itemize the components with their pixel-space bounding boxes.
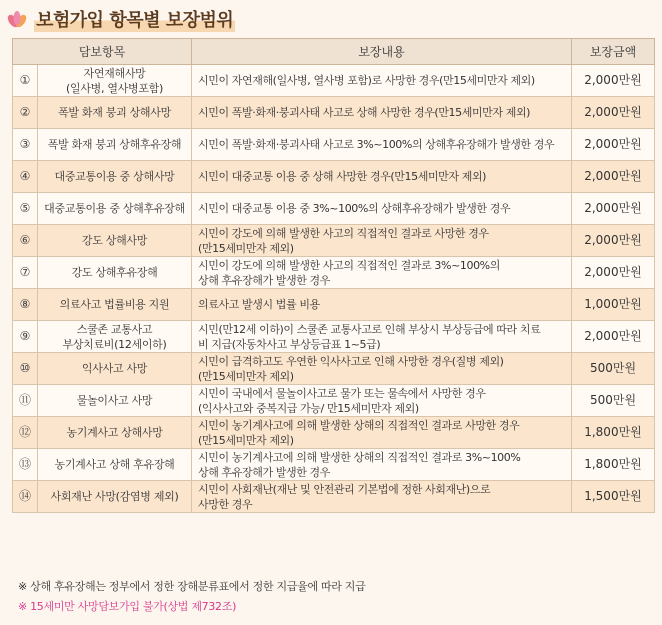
header-content: 보장내용 — [192, 39, 572, 65]
row-number: ④ — [13, 161, 38, 193]
row-number: ⑥ — [13, 225, 38, 257]
note-age-limit: ※ 15세미만 사망담보가입 불가(상법 제732조) — [18, 600, 237, 613]
coverage-content: 시민이 국내에서 물놀이사고로 물가 또는 물속에서 사망한 경우 (익사사고와 중복지급 가능/ 만15세미만자 제외) — [192, 385, 572, 417]
coverage-amount: 2,000만원 — [572, 97, 655, 129]
coverage-item: 스쿨존 교통사고 부상치료비(12세이하) — [38, 321, 192, 353]
table-header-row — [13, 39, 655, 65]
coverage-content: 시민이 사회재난(재난 및 안전관리 기본법에 정한 사회재난)으로 사망한 경우 — [192, 481, 572, 513]
coverage-item: 폭발 화재 붕괴 상해사망 — [38, 97, 192, 129]
page-title: 보험가입 항목별 보장범위 — [34, 6, 235, 32]
table-row — [13, 129, 655, 161]
coverage-amount: 500만원 — [572, 385, 655, 417]
table-row — [13, 417, 655, 449]
coverage-amount: 2,000만원 — [572, 193, 655, 225]
table-row — [13, 289, 655, 321]
coverage-content: 시민이 대중교통 이용 중 상해 사망한 경우(만15세미만자 제외) — [192, 161, 572, 193]
table-row — [13, 193, 655, 225]
coverage-amount: 2,000만원 — [572, 65, 655, 97]
coverage-content: 시민이 폭발·화재·붕괴사태 사고로 상해 사망한 경우(만15세미만자 제외) — [192, 97, 572, 129]
table-row — [13, 481, 655, 513]
coverage-item: 의료사고 법률비용 지원 — [38, 289, 192, 321]
table-row — [13, 449, 655, 481]
coverage-item: 물놀이사고 사망 — [38, 385, 192, 417]
coverage-amount: 500만원 — [572, 353, 655, 385]
coverage-content: 시민이 대중교통 이용 중 3%~100%의 상해후유장해가 발생한 경우 — [192, 193, 572, 225]
row-number: ⑦ — [13, 257, 38, 289]
coverage-content: 시민이 폭발·화재·붕괴사태 사고로 3%~100%의 상해후유장해가 발생한 경우 — [192, 129, 572, 161]
row-number: ① — [13, 65, 38, 97]
row-number: ⑨ — [13, 321, 38, 353]
row-number: ⑤ — [13, 193, 38, 225]
coverage-amount: 2,000만원 — [572, 257, 655, 289]
coverage-item: 강도 상해사망 — [38, 225, 192, 257]
coverage-amount: 2,000만원 — [572, 225, 655, 257]
note-disability: ※ 상해 후유장해는 정부에서 정한 장해분류표에서 정한 지급율에 따라 지급 — [18, 580, 366, 593]
coverage-table — [12, 38, 655, 513]
row-number: ⑩ — [13, 353, 38, 385]
table-row — [13, 353, 655, 385]
coverage-item: 폭발 화재 붕괴 상해후유장해 — [38, 129, 192, 161]
coverage-content: 시민이 급격하고도 우연한 익사사고로 인해 사망한 경우(질병 제외) (만15세미만자 제외) — [192, 353, 572, 385]
title-bar — [6, 6, 235, 32]
coverage-amount: 1,800만원 — [572, 449, 655, 481]
coverage-content: 시민이 강도에 의해 발생한 사고의 직접적인 결과로 3%~100%의 상해 후유장해가 발생한 경우 — [192, 257, 572, 289]
table-row — [13, 385, 655, 417]
coverage-content: 의료사고 발생시 법률 비용 — [192, 289, 572, 321]
header-amount: 보장금액 — [572, 39, 655, 65]
row-number: ② — [13, 97, 38, 129]
notes — [18, 577, 365, 617]
row-number: ③ — [13, 129, 38, 161]
table-row — [13, 321, 655, 353]
coverage-amount: 2,000만원 — [572, 129, 655, 161]
table-row — [13, 65, 655, 97]
row-number: ⑭ — [13, 481, 38, 513]
coverage-amount: 1,500만원 — [572, 481, 655, 513]
coverage-item: 농기계사고 상해사망 — [38, 417, 192, 449]
coverage-content: 시민이 자연재해(일사병, 열사병 포함)로 사망한 경우(만15세미만자 제외) — [192, 65, 572, 97]
coverage-content: 시민이 농기계사고에 의해 발생한 상해의 직접적인 결과로 3%~100% 상해 후유장해가 발생한 경우 — [192, 449, 572, 481]
coverage-amount: 1,800만원 — [572, 417, 655, 449]
flower-icon — [6, 8, 28, 30]
coverage-content: 시민이 농기계사고에 의해 발생한 상해의 직접적인 결과로 사망한 경우 (만15세미만자 제외) — [192, 417, 572, 449]
row-number: ⑬ — [13, 449, 38, 481]
table-row — [13, 225, 655, 257]
coverage-item: 대중교통이용 중 상해후유장해 — [38, 193, 192, 225]
coverage-amount: 1,000만원 — [572, 289, 655, 321]
coverage-item: 익사사고 사망 — [38, 353, 192, 385]
row-number: ⑪ — [13, 385, 38, 417]
table-row — [13, 161, 655, 193]
header-item: 담보항목 — [13, 39, 192, 65]
table-row — [13, 257, 655, 289]
coverage-item: 강도 상해후유장해 — [38, 257, 192, 289]
coverage-content: 시민(만12세 이하)이 스쿨존 교통사고로 인해 부상시 부상등급에 따라 치료 비 지급(자동차사고 부상등급표 1~5급) — [192, 321, 572, 353]
coverage-item: 사회재난 사망(감염병 제외) — [38, 481, 192, 513]
coverage-item: 대중교통이용 중 상해사망 — [38, 161, 192, 193]
coverage-item: 자연재해사망 (일사병, 열사병포함) — [38, 65, 192, 97]
row-number: ⑫ — [13, 417, 38, 449]
row-number: ⑧ — [13, 289, 38, 321]
coverage-item: 농기계사고 상해 후유장해 — [38, 449, 192, 481]
coverage-amount: 2,000만원 — [572, 321, 655, 353]
coverage-amount: 2,000만원 — [572, 161, 655, 193]
table-row — [13, 97, 655, 129]
coverage-content: 시민이 강도에 의해 발생한 사고의 직접적인 결과로 사망한 경우 (만15세미만자 제외) — [192, 225, 572, 257]
